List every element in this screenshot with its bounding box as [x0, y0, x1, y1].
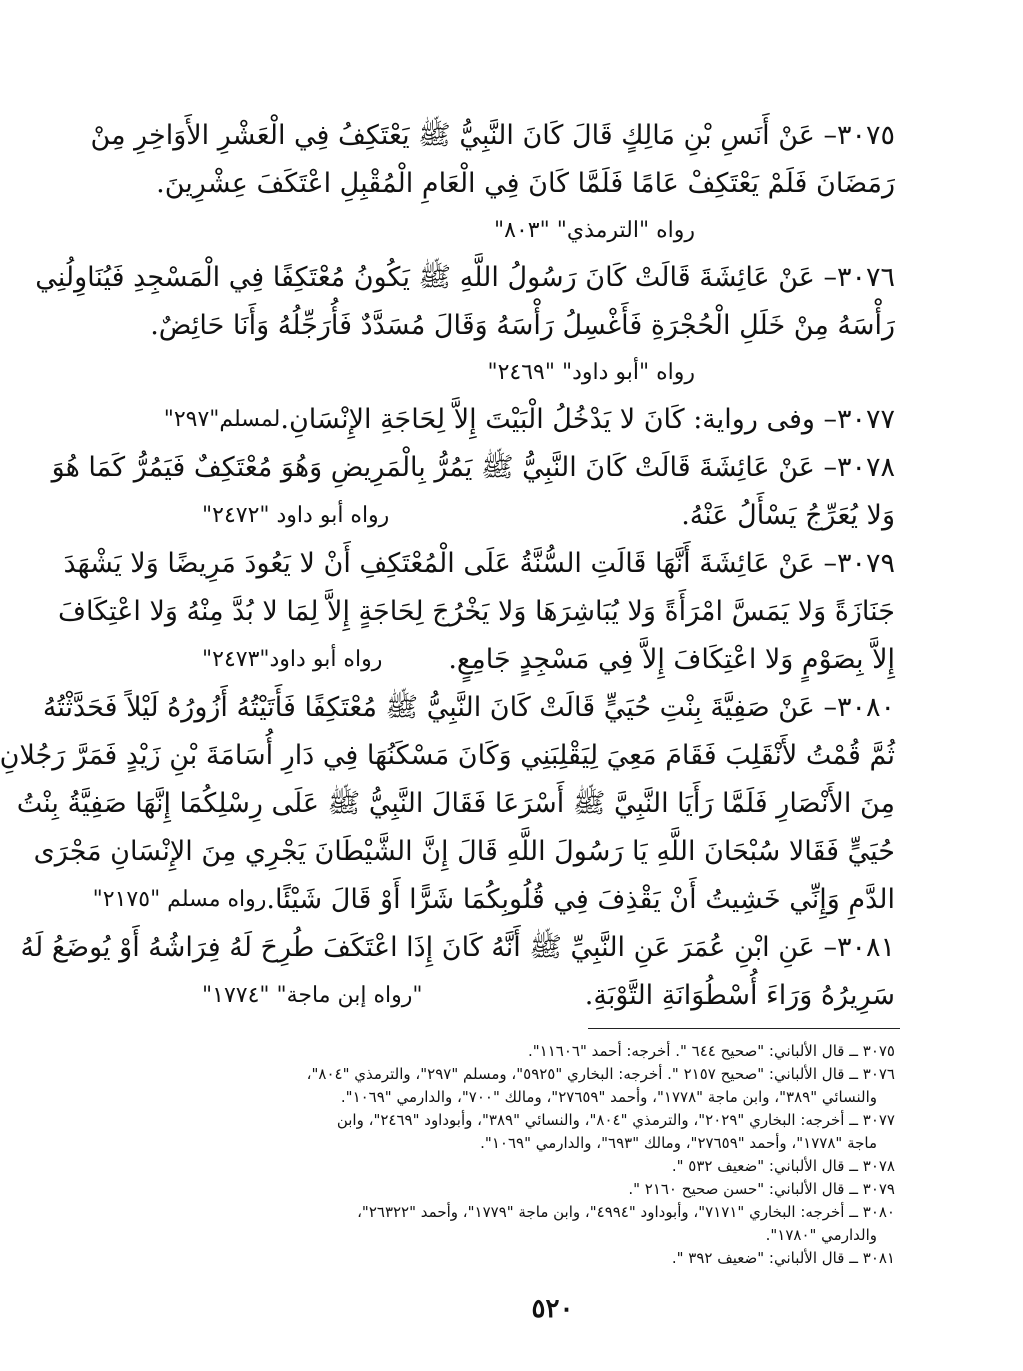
- hadith-3080-line-2: ثُمَّ قُمْتُ لأَنْقَلِبَ فَقَامَ مَعِيَ لِيَقْلِبَنِي وَكَانَ مَسْكَنُهَا فِي دَارِ أُسَامَةَ بْنِ زَيْدٍ فَمَرَّ رَجُلانِ: [0, 740, 895, 771]
- hadith-3077-reference: لمسلم"٢٩٧": [163, 407, 281, 432]
- footnote-3080-continued: والدارمي "١٧٨٠".: [765, 1226, 877, 1244]
- footnote-divider: [588, 1028, 900, 1029]
- hadith-3079-line-1: ٣٠٧٩– عَنْ عَائِشَةَ أَنَّهَا قَالَتِ السُّنَّةُ عَلَى الْمُعْتَكِفِ أَنْ لا يَعُودَ مَرِيضًا وَلا يَشْهَدَ: [63, 548, 895, 579]
- hadith-3081-text-end: سَرِيرُهُ وَرَاءَ أُسْطُوَانَةِ التَّوْبَةِ.: [584, 980, 895, 1011]
- page-number: ٥٢٠: [531, 1294, 574, 1324]
- hadith-3077-line: [163, 396, 895, 444]
- hadith-3079-line-2: جَنَازَةً وَلا يَمَسَّ امْرَأَةً وَلا يُبَاشِرَهَا وَلا يَخْرُجَ لِحَاجَةٍ إِلاَّ لِمَا لا بُدَّ مِنْهُ وَلا اعْتِكَافَ: [58, 596, 895, 627]
- hadith-3080-reference: رواه مسلم "٢١٧٥": [92, 887, 267, 912]
- footnote-3076: ٣٠٧٦ ــ قال الألباني: "صحيح ٢١٥٧ ". أخرجه: البخاري "٥٩٢٥"، ومسلم "٢٩٧"، والترمذي "٨٠٤"،: [306, 1065, 895, 1083]
- hadith-3076-line-1: ٣٠٧٦– عَنْ عَائِشَةَ قَالَتْ كَانَ رَسُولُ اللَّهِ ﷺ يَكُونُ مُعْتَكِفًا فِي الْمَسْجِدِ فَيُنَاوِلُنِي: [35, 262, 895, 293]
- hadith-3078-reference: رواه أبو داود "٢٤٧٢": [202, 503, 390, 528]
- hadith-3076-reference: رواه "أبو داود" "٢٤٦٩": [487, 360, 695, 385]
- hadith-3075-line-2: رَمَضَانَ فَلَمْ يَعْتَكِفْ عَامًا فَلَمَّا كَانَ فِي الْعَامِ الْمُقْبِلِ اعْتَكَفَ عِشْرِينَ.: [156, 168, 895, 199]
- hadith-3078-text-end: وَلا يُعَرِّجُ يَسْأَلُ عَنْهُ.: [681, 500, 895, 531]
- hadith-3081-line-1: ٣٠٨١– عَنِ ابْنِ عُمَرَ عَنِ النَّبِيِّ ﷺ أَنَّهُ كَانَ إِذَا اعْتَكَفَ طُرِحَ لَهُ فِرَاشُهُ أَوْ يُوضَعُ لَهُ: [20, 932, 895, 963]
- hadith-3079-reference: رواه أبو داود"٢٤٧٣": [202, 647, 383, 672]
- hadith-3080-text-end: الدَّمِ وَإِنِّي خَشِيتُ أَنْ يَقْذِفَ فِي قُلُوبِكُمَا شَرًّا أَوْ قَالَ شَيْئًا.: [266, 884, 895, 915]
- hadith-3076-line-2: رَأْسَهُ مِنْ خَلَلِ الْحُجْرَةِ فَأَغْسِلُ رَأْسَهُ وَقَالَ مُسَدَّدٌ فَأُرَجِّلُهُ وَأَنَا حَائِضٌ.: [150, 310, 895, 341]
- footnote-3075: ٣٠٧٥ ــ قال الألباني: "صحيح ٦٤٤ ". أخرجه: أحمد "١١٦٠٦".: [527, 1042, 895, 1060]
- hadith-3081-reference: "رواه إبن ماجة" "١٧٧٤": [202, 983, 423, 1008]
- footnote-3077-continued: ماجة "١٧٧٨"، وأحمد "٢٧٦٥٩"، ومالك "٦٩٣"، والدارمي "١٠٦٩".: [480, 1134, 877, 1152]
- hadith-3077-text: ٣٠٧٧– وفى رواية: كَانَ لا يَدْخُلُ الْبَيْتَ إِلاَّ لِحَاجَةِ الإِنْسَانِ.: [280, 404, 895, 435]
- hadith-3080-line-5: [92, 876, 895, 924]
- hadith-3080-line-1: ٣٠٨٠– عَنْ صَفِيَّةَ بِنْتِ حُيَيٍّ قَالَتْ كَانَ النَّبِيُّ ﷺ مُعْتَكِفًا فَأَتَيْتُهُ أَزُورُهُ لَيْلاً فَحَدَّثْتُهُ: [42, 692, 895, 723]
- footnote-3076-continued: والنسائي "٣٨٩"، وابن ماجة "١٧٧٨"، وأحمد "٢٧٦٥٩"، ومالك "٧٠٠"، والدارمي "١٠٦٩".: [340, 1088, 877, 1106]
- footnote-3077: ٣٠٧٧ ــ أخرجه: البخاري "٢٠٢٩"، والترمذي "٨٠٤"، والنسائي "٣٨٩"، وأبوداود "٢٤٦٩"، وابن: [336, 1111, 895, 1129]
- hadith-3075-line-1: ٣٠٧٥– عَنْ أَنَسِ بْنِ مَالِكٍ قَالَ كَانَ النَّبِيُّ ﷺ يَعْتَكِفُ فِي الْعَشْرِ الأَوَاخِرِ مِنْ: [90, 120, 895, 151]
- hadith-3079-line-3: [202, 636, 895, 684]
- hadith-text-block: [0, 112, 895, 1020]
- hadith-3079-text-end: إِلاَّ بِصَوْمٍ وَلا اعْتِكَافَ إِلاَّ فِي مَسْجِدٍ جَامِعٍ.: [448, 644, 895, 675]
- hadith-3075-reference: رواه "الترمذي" "٨٠٣": [494, 218, 695, 243]
- hadith-3078-line-2: [202, 492, 895, 540]
- hadith-3081-line-2: [202, 972, 895, 1020]
- footnote-3079: ٣٠٧٩ ــ قال الألباني: "حسن صحيح ٢١٦٠ ".: [628, 1180, 895, 1198]
- hadith-3080-line-3: مِنَ الأَنْصَارِ فَلَمَّا رَأَيَا النَّبِيَّ ﷺ أَسْرَعَا فَقَالَ النَّبِيُّ ﷺ عَلَى رِسْلِكُمَا إِنَّهَا صَفِيَّةُ بِنْتُ: [16, 788, 895, 819]
- footnote-3080: ٣٠٨٠ ــ أخرجه: البخاري "٧١٧١"، وأبوداود "٤٩٩٤"، وابن ماجة "١٧٧٩"، وأحمد "٢٦٣٢٢"،: [357, 1203, 895, 1221]
- footnotes-section: [206, 1040, 895, 1270]
- hadith-3078-line-1: ٣٠٧٨– عَنْ عَائِشَةَ قَالَتْ كَانَ النَّبِيُّ ﷺ يَمُرُّ بِالْمَرِيضِ وَهُوَ مُعْتَكِفٌ فَيَمُرُّ كَمَا هُوَ: [51, 452, 895, 483]
- footnote-3078: ٣٠٧٨ ــ قال الألباني: "ضعيف ٥٣٢ ".: [671, 1157, 895, 1175]
- footnote-3081: ٣٠٨١ ــ قال الألباني: "ضعيف ٣٩٢ ".: [671, 1249, 895, 1267]
- hadith-3080-line-4: حُيَيٍّ فَقَالا سُبْحَانَ اللَّهِ يَا رَسُولَ اللَّهِ قَالَ إِنَّ الشَّيْطَانَ يَجْرِي مِنَ الإِنْسَانِ مَجْرَى: [33, 836, 895, 867]
